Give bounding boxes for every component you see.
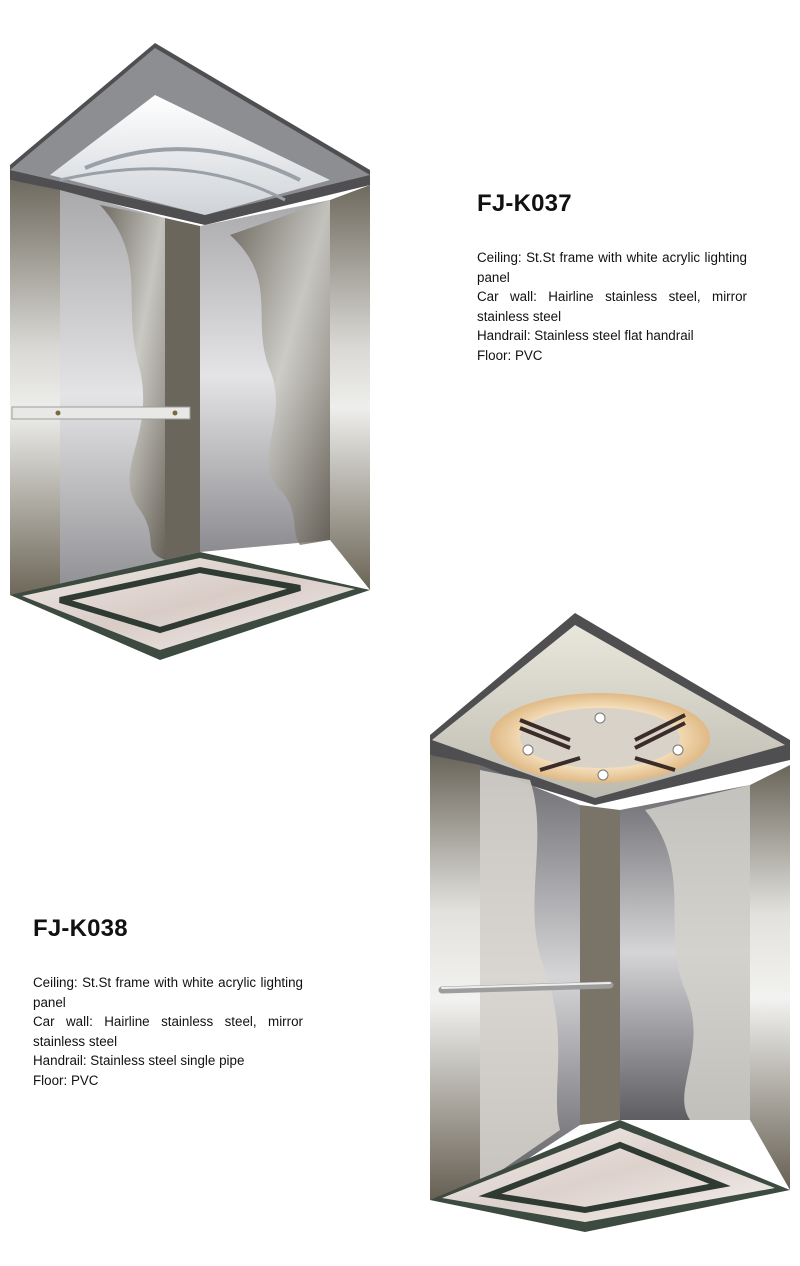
model-title: FJ-K038 <box>33 915 128 942</box>
spec-car-wall: Car wall: Hairline stainless steel, mirror stainless steel <box>33 1014 303 1049</box>
elevator-cabin-image-k037 <box>0 40 380 665</box>
spec-floor: Floor: PVC <box>33 1072 99 1088</box>
model-title: FJ-K037 <box>477 190 572 217</box>
spec-car-wall: Car wall: Hairline stainless steel, mirror stainless steel <box>477 289 747 324</box>
product-spec-k037 <box>477 190 747 365</box>
product-spec-k038 <box>33 915 303 1090</box>
spec-handrail: Handrail: Stainless steel flat handrail <box>477 328 694 343</box>
spec-floor: Floor: PVC <box>477 347 543 363</box>
spec-handrail: Handrail: Stainless steel single pipe <box>33 1053 245 1068</box>
elevator-cabin-image-k038 <box>420 610 800 1235</box>
spec-ceiling: Ceiling: St.St frame with white acrylic lighting panel <box>477 250 747 285</box>
spec-ceiling: Ceiling: St.St frame with white acrylic lighting panel <box>33 975 303 1010</box>
